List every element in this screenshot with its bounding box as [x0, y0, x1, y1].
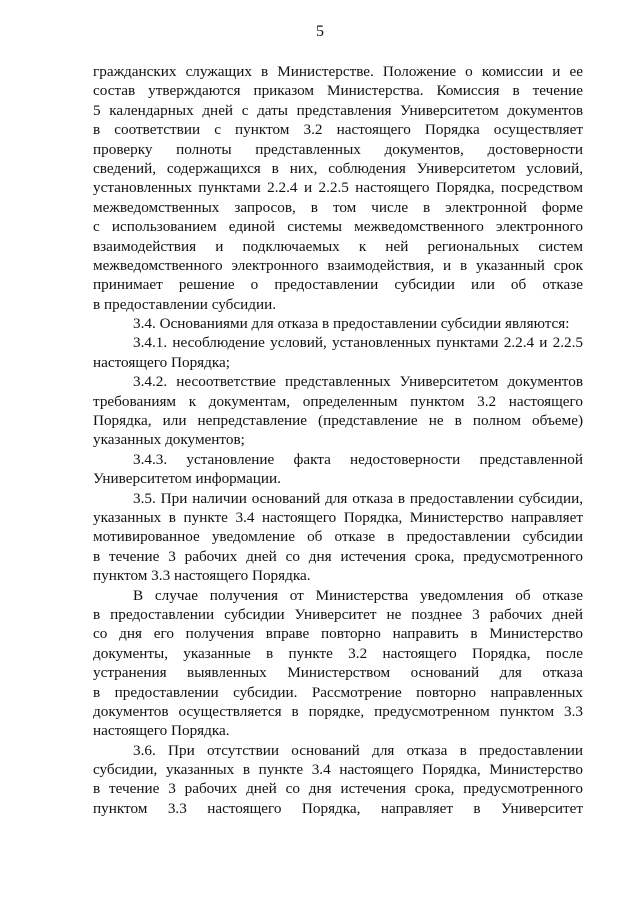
- text-line: в предоставлении субсидии. Рассмотрение повторно направленных: [93, 683, 583, 701]
- text-line: в соответствии с пунктом 3.2 настоящего Порядка осуществляет: [93, 121, 583, 139]
- text-line: в течение 3 рабочих дней со дня истечения срока, предусмотренного: [93, 547, 583, 565]
- text-line: требованиям к документам, определенным пунктом 3.2 настоящего: [93, 392, 583, 410]
- text-line: 3.6. При отсутствии оснований для отказа в предоставлении: [133, 741, 583, 759]
- document-body: [93, 62, 583, 818]
- text-line: 3.4.2. несоответствие представленных Университетом документов: [133, 373, 583, 391]
- text-line: установленных пунктами 2.2.4 и 2.2.5 настоящего Порядка, посредством: [93, 179, 583, 197]
- text-line: 3.4.3. установление факта недостоверности представленной: [133, 450, 583, 468]
- text-line: в предоставлении субсидии Университет не позднее 3 рабочих дней: [93, 605, 583, 623]
- text-line: 3.4.1. несоблюдение условий, установленных пунктами 2.2.4 и 2.2.5: [133, 334, 583, 352]
- text-line: принимает решение о предоставлении субсидии или об отказе: [93, 276, 583, 294]
- text-line: указанных в пункте 3.4 настоящего Порядка, Министерство направляет: [93, 508, 583, 526]
- text-line: сведений, содержащихся в них, соблюдения Университетом условий,: [93, 159, 583, 177]
- text-line: межведомственных запросов, в том числе в электронной форме: [93, 198, 583, 216]
- text-line: настоящего Порядка.: [93, 722, 230, 740]
- text-line: межведомственного электронного взаимодействия, и в указанный срок: [93, 256, 583, 274]
- paragraph: [93, 741, 583, 819]
- text-line: в предоставлении субсидии.: [93, 295, 277, 313]
- text-line: состав утверждаются приказом Министерства. Комиссия в течение: [93, 82, 583, 100]
- text-line: пунктом 3.3 настоящего Порядка.: [93, 567, 311, 585]
- text-line: пунктом 3.3 настоящего Порядка, направляет в Университет: [93, 799, 583, 817]
- text-line: проверку полноты представленных документов, достоверности: [93, 140, 583, 158]
- text-line: с использованием единой системы межведомственного электронного: [93, 218, 583, 236]
- text-line: В случае получения от Министерства уведомления об отказе: [133, 586, 583, 604]
- text-line: 3.5. При наличии оснований для отказа в предоставлении субсидии,: [133, 489, 583, 507]
- text-line: Университетом информации.: [93, 470, 281, 488]
- text-line: 3.4. Основаниями для отказа в предоставлении субсидии являются:: [133, 315, 570, 333]
- paragraph: [93, 333, 583, 372]
- paragraph: [93, 450, 583, 489]
- paragraph: [93, 586, 583, 741]
- text-line: Порядка, или непредставление (представление не в полном объеме): [93, 412, 583, 430]
- paragraph: [93, 62, 583, 314]
- page-number: 5: [316, 23, 324, 40]
- text-line: документы, указанные в пункте 3.2 настоящего Порядка, после: [93, 644, 583, 662]
- text-line: субсидии, указанных в пункте 3.4 настоящего Порядка, Министерство: [93, 761, 583, 779]
- paragraph: [93, 314, 583, 333]
- paragraph: [93, 489, 583, 586]
- paragraph: [93, 372, 583, 450]
- text-line: указанных документов;: [93, 431, 245, 449]
- text-line: гражданских служащих в Министерстве. Положение о комиссии и ее: [93, 63, 583, 80]
- text-line: со дня его получения вправе повторно направить в Министерство: [93, 625, 583, 643]
- text-line: документов осуществляется в порядке, предусмотренном пунктом 3.3: [93, 702, 583, 720]
- text-line: настоящего Порядка;: [93, 353, 230, 371]
- text-line: взаимодействия и подключаемых к ней региональных систем: [93, 237, 583, 255]
- text-line: в течение 3 рабочих дней со дня истечения срока, предусмотренного: [93, 780, 583, 798]
- text-line: 5 календарных дней с даты представления Университетом документов: [93, 101, 583, 119]
- text-line: устранения выявленных Министерством оснований для отказа: [93, 664, 583, 682]
- text-line: мотивированное уведомление об отказе в предоставлении субсидии: [93, 528, 583, 546]
